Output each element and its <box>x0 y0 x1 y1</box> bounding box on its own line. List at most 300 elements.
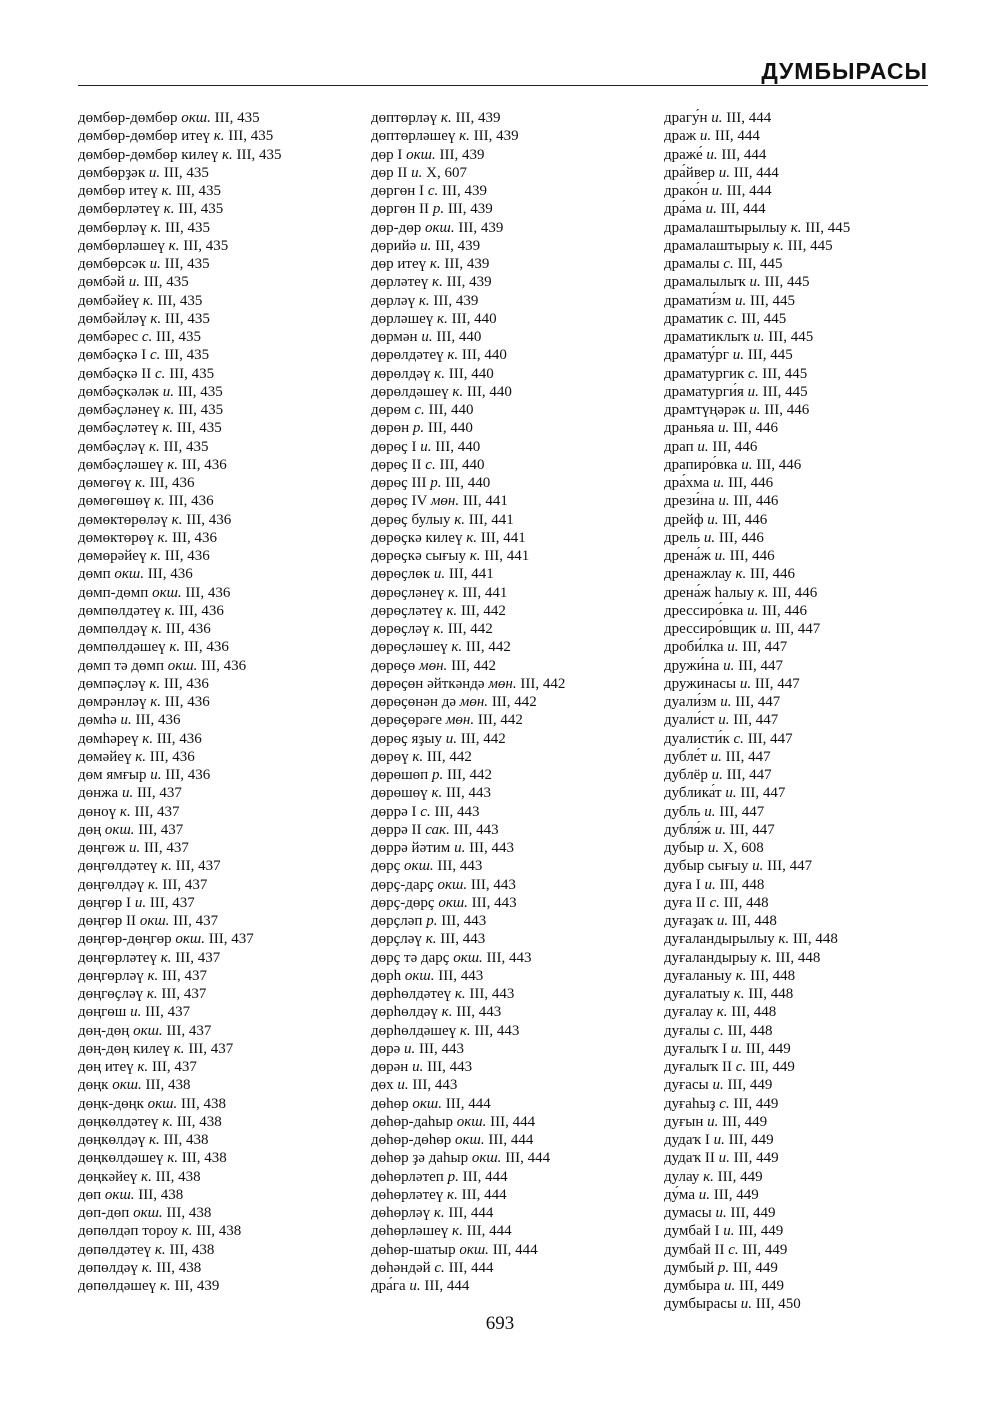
entry-pos-label: окш. <box>133 1022 163 1039</box>
entry-reference: III, 444 <box>726 183 772 199</box>
entry-pos-label: к. <box>135 748 146 765</box>
entry-reference: III, 445 <box>805 219 851 236</box>
entry-reference: III, 437 <box>166 1022 212 1039</box>
entry-reference: III, 447 <box>754 675 800 692</box>
index-entry <box>371 346 661 364</box>
index-entry <box>664 748 964 766</box>
entry-reference: III, 441 <box>462 584 508 601</box>
index-entry <box>371 438 661 456</box>
entry-headword: дөрөҫөрәге <box>371 712 443 729</box>
entry-reference: III, 444 <box>726 110 772 126</box>
entry-headword: дөрөҫкә килеү <box>371 529 463 546</box>
index-entry <box>78 219 368 237</box>
entry-reference: III, 435 <box>169 365 215 382</box>
entry-reference: III, 437 <box>136 785 182 802</box>
entry-headword: дөмбәйләү <box>78 310 147 327</box>
index-entry <box>371 784 661 802</box>
entry-pos-label: к. <box>154 493 165 510</box>
index-entry <box>371 912 661 930</box>
entry-headword: дөрөн <box>371 420 410 437</box>
entry-reference: III, 437 <box>162 876 208 893</box>
entry-headword: дуғаҙаҡ <box>664 913 714 929</box>
entry-pos-label: с. <box>713 1022 724 1039</box>
entry-headword: дөррә йәтим <box>371 840 451 856</box>
entry-pos-label: к. <box>135 475 146 491</box>
entry-reference: III, 436 <box>165 767 211 783</box>
entry-reference: III, 435 <box>236 146 282 163</box>
entry-pos-label: и. <box>749 274 761 291</box>
entry-pos-label: к. <box>778 931 790 948</box>
entry-pos-label: с. <box>727 310 738 327</box>
entry-pos-label: р. <box>426 913 438 929</box>
index-entry <box>664 474 964 492</box>
entry-pos-label: р. <box>431 767 444 783</box>
entry-headword: драмалылыҡ <box>664 274 746 291</box>
entry-pos-label: и. <box>162 383 174 400</box>
index-entry <box>664 876 964 894</box>
index-entry <box>371 675 661 693</box>
entry-headword: дрена́ж һалыу <box>664 584 754 601</box>
entry-pos-label: к. <box>119 803 131 820</box>
entry-headword: дубль <box>664 803 701 820</box>
entry-headword: дуғалы <box>664 1022 710 1039</box>
entry-reference: III, 437 <box>175 949 221 966</box>
index-entry <box>78 930 368 948</box>
index-entry <box>78 766 368 784</box>
index-entry <box>371 109 661 127</box>
entry-reference: III, 447 <box>767 858 813 875</box>
entry-headword: дуғаландырыу <box>664 949 758 966</box>
entry-reference: III, 447 <box>729 821 775 838</box>
entry-reference: III, 438 <box>166 1205 212 1221</box>
entry-headword: дөмбөр итеү <box>78 183 158 199</box>
entry-pos-label: к. <box>148 438 160 455</box>
entry-pos-label: окш. <box>175 931 205 948</box>
index-entry <box>78 383 368 401</box>
index-entry <box>371 1058 661 1076</box>
index-entry <box>371 894 661 912</box>
index-entry <box>664 912 964 930</box>
entry-pos-label: окш. <box>133 1205 163 1221</box>
entry-headword: дөңгөҫләү <box>78 986 144 1002</box>
entry-pos-label: и. <box>121 785 134 802</box>
entry-pos-label: к. <box>412 748 424 765</box>
entry-reference: III, 436 <box>172 529 218 546</box>
entry-headword: дөң-дөң <box>78 1022 130 1039</box>
entry-pos-label: и. <box>704 803 716 820</box>
index-entry <box>664 930 964 948</box>
entry-headword: дөңк <box>78 1077 109 1094</box>
entry-reference: III, 443 <box>469 840 515 856</box>
index-entry <box>78 109 368 127</box>
entry-reference: III, 448 <box>775 949 821 966</box>
entry-reference: III, 449 <box>730 1205 776 1221</box>
entry-headword: дөмпөлдәшеү <box>78 639 166 656</box>
entry-pos-label: мөн. <box>445 712 475 729</box>
entry-headword: дөрһөлдәшеү <box>371 1022 457 1039</box>
entry-reference: III, 442 <box>460 602 506 619</box>
entry-pos-label: к. <box>147 876 159 893</box>
entry-reference: III, 449 <box>717 1168 763 1185</box>
entry-pos-label: р. <box>447 1168 459 1185</box>
index-entry <box>78 894 368 912</box>
index-entry <box>78 1113 368 1131</box>
index-entry <box>371 529 661 547</box>
entry-reference: III, 438 <box>156 1259 202 1276</box>
entry-headword: дөмөгөшөү <box>78 493 151 510</box>
entry-reference: III, 437 <box>188 1040 234 1057</box>
entry-headword: дуғалау <box>664 1004 713 1021</box>
entry-reference: III, 444 <box>490 1113 536 1130</box>
entry-pos-label: окш. <box>181 110 211 126</box>
entry-reference: III, 448 <box>792 931 838 948</box>
entry-headword: дөмпөлдәтеү <box>78 602 161 619</box>
index-entry <box>664 292 964 310</box>
entry-headword: дөмп-дөмп <box>78 584 149 601</box>
entry-reference: III, 444 <box>448 1259 494 1276</box>
entry-reference: III, 437 <box>151 1059 197 1075</box>
entry-pos-label: и. <box>411 164 423 181</box>
entry-pos-label: к. <box>441 1004 453 1021</box>
entry-reference: X, 607 <box>426 164 467 181</box>
entry-reference: III, 435 <box>176 183 222 199</box>
entry-reference: III, 441 <box>480 529 526 546</box>
index-entry <box>664 894 964 912</box>
entry-pos-label: к. <box>157 529 169 546</box>
entry-headword: дөрөҫ I <box>371 438 417 455</box>
entry-pos-label: окш. <box>167 657 198 674</box>
entry-headword: дөр итеү <box>371 256 427 272</box>
entry-reference: III, 435 <box>157 292 203 309</box>
entry-reference: III, 443 <box>469 986 515 1002</box>
entry-pos-label: и. <box>723 657 735 674</box>
entry-headword: дөмп <box>78 566 111 583</box>
index-entry <box>371 985 661 1003</box>
entry-pos-label: и. <box>735 292 747 309</box>
index-entry <box>78 584 368 602</box>
entry-headword: дөрөлдәшеү <box>371 383 449 400</box>
entry-reference: III, 443 <box>474 1022 520 1039</box>
entry-pos-label: с. <box>155 365 166 382</box>
entry-headword: драматиклыҡ <box>664 329 750 345</box>
entry-pos-label: к. <box>161 858 172 875</box>
entry-reference: III, 440 <box>445 475 491 491</box>
index-entry <box>78 1022 368 1040</box>
index-entry <box>371 876 661 894</box>
entry-pos-label: к. <box>773 237 784 254</box>
entry-pos-label: к. <box>168 237 180 254</box>
index-entry <box>664 1095 964 1113</box>
entry-reference: III, 442 <box>477 712 523 729</box>
entry-pos-label: и. <box>421 329 433 345</box>
entry-pos-label: и. <box>720 694 732 710</box>
entry-reference: III, 443 <box>445 785 491 802</box>
entry-reference: X, 608 <box>722 840 764 856</box>
entry-reference: III, 449 <box>738 1223 784 1240</box>
entry-headword: дөһөрләшеү <box>371 1223 449 1240</box>
entry-reference: III, 438 <box>138 1186 184 1203</box>
index-entry <box>664 1149 964 1167</box>
entry-reference: III, 440 <box>435 438 481 455</box>
index-entry <box>664 1295 964 1313</box>
entry-reference: III, 445 <box>762 383 808 400</box>
entry-pos-label: и. <box>707 840 720 856</box>
entry-reference: III, 437 <box>173 913 219 929</box>
entry-headword: думасы <box>664 1205 712 1221</box>
entry-reference: III, 446 <box>729 548 775 564</box>
entry-headword: дөңкәйеү <box>78 1168 138 1185</box>
entry-reference: III, 445 <box>787 237 833 254</box>
entry-pos-label: к. <box>160 949 172 966</box>
index-entry <box>664 967 964 985</box>
entry-reference: III, 435 <box>156 329 202 345</box>
entry-headword: дуғалыҡ II <box>664 1059 732 1075</box>
entry-headword: дөрҫ-дарҫ <box>371 876 434 893</box>
entry-pos-label: с. <box>141 329 153 345</box>
entry-headword: дөңкөлдәшеү <box>78 1150 164 1167</box>
entry-pos-label: с. <box>420 803 431 820</box>
entry-headword: дөмөктөрөләү <box>78 511 168 528</box>
index-entry <box>78 912 368 930</box>
entry-reference: III, 439 <box>439 146 485 163</box>
entry-pos-label: и. <box>128 840 141 856</box>
entry-reference: III, 439 <box>444 256 490 272</box>
entry-headword: дөмһәреү <box>78 730 139 747</box>
entry-pos-label: к. <box>760 949 772 966</box>
entry-reference: III, 448 <box>748 986 794 1002</box>
entry-reference: III, 443 <box>434 803 480 820</box>
index-entry <box>664 273 964 291</box>
entry-headword: дружи́на <box>664 657 720 674</box>
entry-headword: дөрөҫ IV <box>371 493 428 510</box>
entry-reference: III, 436 <box>201 657 247 674</box>
index-entry <box>78 438 368 456</box>
entry-pos-label: окш. <box>456 1113 487 1130</box>
index-entry <box>78 1095 368 1113</box>
entry-headword: дөһөрләтеп <box>371 1168 444 1185</box>
entry-reference: III, 438 <box>145 1077 191 1094</box>
entry-pos-label: окш. <box>104 1186 135 1203</box>
entry-headword: драж <box>664 128 697 145</box>
entry-pos-label: р. <box>430 475 442 491</box>
entry-headword: дөңгөлдәү <box>78 876 145 893</box>
index-entry <box>371 1022 661 1040</box>
entry-pos-label: к. <box>447 1186 458 1203</box>
entry-pos-label: к. <box>459 128 470 145</box>
index-entry <box>664 219 964 237</box>
index-entry <box>371 1040 661 1058</box>
entry-headword: дөпөлдәү <box>78 1259 138 1276</box>
entry-reference: III, 438 <box>163 1132 209 1148</box>
entry-headword: дублика́т <box>664 785 722 802</box>
entry-pos-label: к. <box>433 1205 445 1221</box>
entry-reference: III, 443 <box>470 876 516 893</box>
entry-headword: драгу́н <box>664 110 708 126</box>
entry-reference: III, 443 <box>441 913 487 929</box>
entry-headword: дөрөшөп <box>371 767 429 783</box>
entry-reference: III, 448 <box>750 967 796 984</box>
index-entry <box>78 255 368 273</box>
index-entry <box>664 1222 964 1240</box>
entry-reference: III, 439 <box>455 110 501 126</box>
entry-headword: дөмбәй <box>78 274 125 291</box>
entry-headword: дөрләтеү <box>371 274 429 291</box>
entry-reference: III, 449 <box>728 1132 774 1148</box>
entry-pos-label: к. <box>440 110 452 126</box>
entry-pos-label: к. <box>171 511 183 528</box>
entry-headword: драко́н <box>664 183 708 199</box>
index-entry <box>78 675 368 693</box>
entry-pos-label: и. <box>699 128 712 145</box>
entry-reference: III, 443 <box>437 858 483 875</box>
entry-reference: III, 436 <box>183 639 229 656</box>
entry-headword: дөмбөр-дөмбөр килеү <box>78 146 219 163</box>
index-entry <box>664 839 964 857</box>
entry-reference: III, 443 <box>419 1040 465 1057</box>
entry-reference: III, 447 <box>747 730 793 747</box>
index-entry <box>664 1277 964 1295</box>
index-entry <box>664 255 964 273</box>
index-entry <box>78 985 368 1003</box>
entry-pos-label: окш. <box>404 967 435 984</box>
entry-reference: III, 446 <box>756 456 802 473</box>
index-entry <box>78 1259 368 1277</box>
entry-reference: III, 449 <box>745 1040 791 1057</box>
index-entry <box>664 730 964 748</box>
entry-reference: III, 437 <box>134 803 180 820</box>
index-entry <box>78 711 368 729</box>
entry-reference: III, 439 <box>446 274 492 291</box>
entry-pos-label: к. <box>151 621 162 637</box>
entry-headword: драп <box>664 438 694 455</box>
entry-headword: дөр-дөр <box>371 219 422 236</box>
index-entry <box>78 164 368 182</box>
entry-headword: дөрөҫләү <box>371 621 430 637</box>
index-entry <box>371 1204 661 1222</box>
entry-pos-label: и. <box>724 1278 736 1294</box>
entry-headword: дөһөрләтеү <box>371 1186 444 1203</box>
entry-headword: дрель <box>664 529 701 546</box>
index-entry <box>371 1222 661 1240</box>
entry-reference: III, 443 <box>453 821 499 838</box>
index-entry <box>664 1186 964 1204</box>
entry-reference: III, 447 <box>725 748 771 765</box>
entry-reference: III, 449 <box>722 1113 768 1130</box>
entry-pos-label: к. <box>735 566 747 583</box>
entry-pos-label: к. <box>150 310 162 327</box>
entry-reference: III, 435 <box>178 402 224 418</box>
entry-pos-label: к. <box>142 292 154 309</box>
entry-pos-label: и. <box>713 1132 725 1148</box>
entry-headword: дөһөрләү <box>371 1205 431 1221</box>
index-entry <box>664 1113 964 1131</box>
entry-reference: III, 449 <box>727 1077 773 1094</box>
index-entry <box>78 456 368 474</box>
entry-reference: III, 437 <box>175 858 221 875</box>
index-entry <box>371 292 661 310</box>
index-entry <box>78 310 368 328</box>
entry-reference: III, 438 <box>176 1113 222 1130</box>
entry-headword: дөпөлдәп тороу <box>78 1223 178 1240</box>
entry-reference: III, 444 <box>733 164 779 181</box>
entry-headword: драматургик <box>664 365 745 382</box>
entry-reference: III, 440 <box>466 383 512 400</box>
entry-reference: III, 448 <box>731 913 777 929</box>
entry-headword: дөрә <box>371 1040 401 1057</box>
index-entry <box>664 401 964 419</box>
index-entry <box>371 219 661 237</box>
entry-pos-label: окш. <box>114 566 144 583</box>
entry-headword: дөңгөр-дөңгөр <box>78 931 172 948</box>
entry-pos-label: р. <box>412 420 425 437</box>
index-entry <box>78 1277 368 1295</box>
entry-headword: дөңгөр II <box>78 913 137 929</box>
entry-pos-label: к. <box>167 1150 178 1167</box>
entry-pos-label: окш. <box>112 1077 142 1094</box>
index-entry <box>664 237 964 255</box>
entry-reference: III, 446 <box>718 529 764 546</box>
entry-reference: III, 446 <box>762 602 808 619</box>
entry-reference: III, 435 <box>214 110 260 126</box>
entry-reference: III, 440 <box>436 329 482 345</box>
entry-headword: дөрһөлдәтеү <box>371 986 452 1002</box>
entry-reference: III, 439 <box>435 237 481 254</box>
index-entry <box>664 383 964 401</box>
entry-pos-label: к. <box>432 274 443 291</box>
entry-reference: III, 436 <box>186 511 232 528</box>
index-entry <box>664 182 964 200</box>
index-entry <box>664 565 964 583</box>
index-entry <box>371 1259 661 1277</box>
index-entry <box>664 675 964 693</box>
entry-headword: дуғын <box>664 1113 704 1130</box>
entry-reference: III, 437 <box>143 840 189 856</box>
index-entry <box>78 492 368 510</box>
entry-headword: дөрөлдәтеү <box>371 347 444 364</box>
entry-pos-label: и. <box>148 164 161 181</box>
index-entry <box>78 839 368 857</box>
entry-headword: драмалаштырылыу <box>664 219 787 236</box>
entry-reference: III, 449 <box>739 1278 785 1294</box>
index-entry <box>664 821 964 839</box>
entry-reference: III, 445 <box>747 347 793 364</box>
entry-headword: дөрөҫ яҙыу <box>371 730 442 747</box>
entry-headword: дөрҫ тә дарҫ <box>371 949 450 966</box>
entry-pos-label: к. <box>469 548 481 564</box>
entry-reference: III, 435 <box>163 438 209 455</box>
entry-headword: дөһөр ҙә даһыр <box>371 1150 469 1167</box>
entry-headword: дөрән <box>371 1059 409 1075</box>
entry-reference: III, 449 <box>742 1241 788 1258</box>
entry-reference: III, 442 <box>460 730 506 747</box>
entry-pos-label: окш. <box>425 219 455 236</box>
index-entry <box>78 127 368 145</box>
index-entry <box>664 949 964 967</box>
entry-pos-label: р. <box>432 201 445 218</box>
index-entry <box>78 1241 368 1259</box>
entry-pos-label: к. <box>147 967 159 984</box>
entry-pos-label: к. <box>163 201 175 218</box>
entry-pos-label: и. <box>739 675 752 692</box>
entry-headword: дөмбәҫкә I <box>78 347 147 364</box>
index-entry <box>664 711 964 729</box>
entry-headword: дөңкөлдәтеү <box>78 1113 159 1130</box>
entry-headword: дөмбәҫкә II <box>78 365 152 382</box>
entry-pos-label: и. <box>716 913 729 929</box>
entry-reference: III, 439 <box>174 1278 220 1294</box>
index-entry <box>371 1277 661 1295</box>
entry-reference: III, 442 <box>447 621 493 637</box>
